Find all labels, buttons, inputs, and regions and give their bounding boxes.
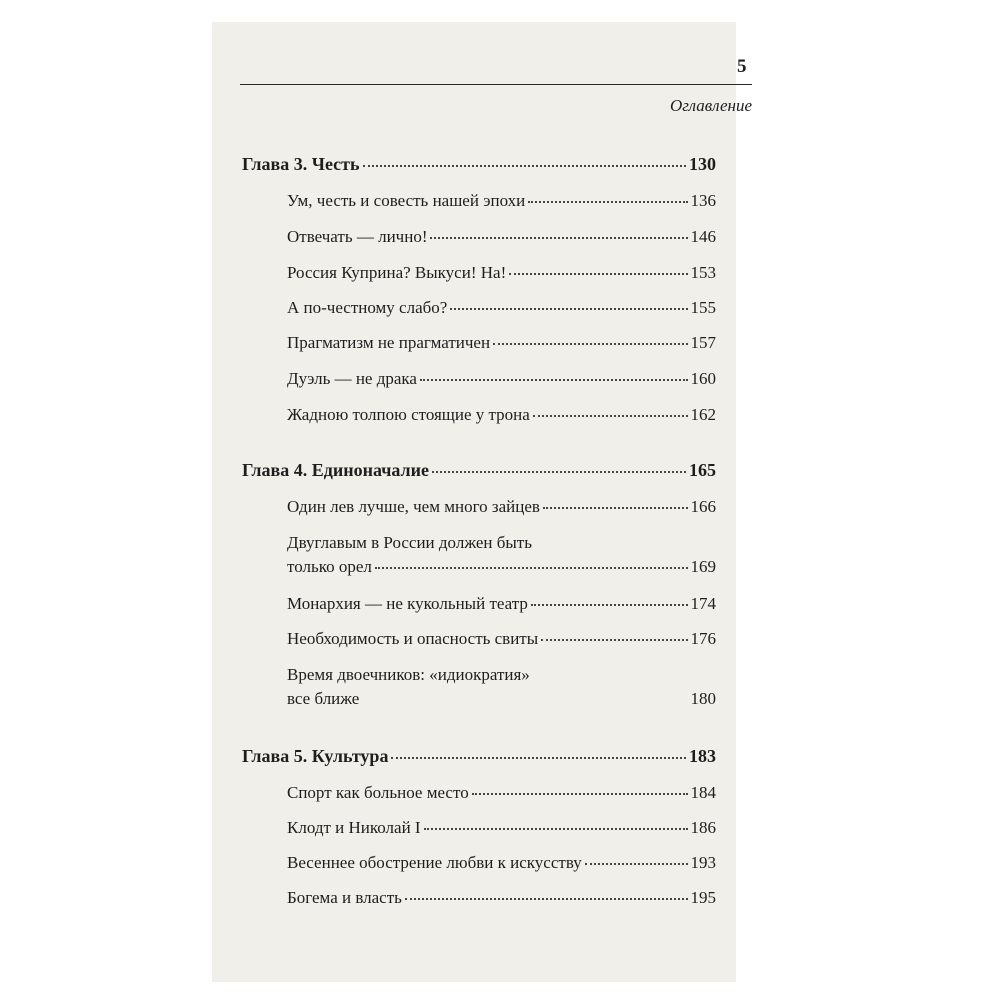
dot-leader	[375, 567, 688, 569]
toc-entry-title: Дуэль — не драка	[287, 369, 417, 388]
toc-entry-title: Ум, честь и совесть нашей эпохи	[287, 191, 526, 210]
dot-leader	[391, 757, 686, 759]
toc-section	[287, 333, 716, 353]
toc-entry-title: Жадною толпою стоящие у трона	[287, 405, 530, 424]
dot-leader	[420, 379, 688, 381]
toc-entry-page: 183	[689, 746, 716, 766]
toc-entry-title: Монархия — не кукольный театр	[287, 594, 528, 613]
dot-leader	[493, 343, 687, 345]
toc-entry-page: 169	[690, 557, 716, 576]
toc-entry-page: 195	[690, 888, 716, 907]
toc-entry-page: 157	[690, 333, 716, 352]
toc-section	[287, 369, 716, 389]
toc-section	[287, 853, 716, 873]
toc-entry-page: 146	[690, 227, 716, 246]
toc-entry-page: 165	[689, 460, 716, 480]
dot-leader	[432, 471, 686, 473]
toc-entry-title: Один лев лучше, чем много зайцев	[287, 497, 540, 516]
toc-entry-title: Необходимость и опасность свиты	[287, 629, 539, 648]
toc-section	[287, 263, 716, 283]
toc-entry-title: Глава 4. Единоначалие	[242, 460, 430, 480]
toc-entry-page: 162	[690, 405, 716, 424]
toc-entry-page: 174	[690, 594, 716, 613]
toc-entry-page: 160	[690, 369, 716, 388]
toc-entry-page: 166	[690, 497, 716, 516]
toc-entry-page: 155	[690, 298, 716, 317]
toc-entry-title: Отвечать — лично!	[287, 227, 428, 246]
toc-section	[287, 191, 716, 211]
dot-leader	[430, 237, 687, 239]
dot-leader	[533, 415, 688, 417]
toc-entry-page: 184	[690, 783, 716, 802]
dot-leader	[424, 828, 688, 830]
running-head: Оглавление	[669, 96, 752, 115]
toc-entry-page: 186	[690, 818, 716, 837]
toc-section	[287, 405, 716, 425]
toc-entry-title: все ближе	[287, 689, 360, 708]
toc-entry-page: 153	[690, 263, 716, 282]
dot-leader	[528, 201, 687, 203]
toc-section	[287, 783, 716, 803]
toc-entry-page: 176	[690, 629, 716, 648]
dot-leader	[472, 793, 688, 795]
toc-entry-title: Весеннее обострение любви к искусству	[287, 853, 582, 872]
dot-leader	[585, 863, 688, 865]
toc-section	[287, 888, 716, 908]
toc-chapter-5	[242, 746, 716, 766]
toc-entry-page: 180	[690, 689, 716, 708]
toc-section	[287, 497, 716, 517]
toc-section	[287, 594, 716, 614]
toc-chapter-4	[242, 460, 716, 480]
toc-section	[287, 689, 716, 709]
dot-leader	[363, 165, 686, 167]
dot-leader	[541, 639, 687, 641]
toc-entry-title: Прагматизм не прагматичен	[287, 333, 491, 352]
toc-entry-title: А по-честному слабо?	[287, 298, 448, 317]
toc-section	[287, 629, 716, 649]
toc-entry-title: только орел	[287, 557, 372, 576]
dot-leader	[450, 308, 687, 310]
toc-entry-title: Глава 3. Честь	[242, 154, 360, 174]
toc-section	[287, 298, 716, 318]
toc-section	[287, 227, 716, 247]
toc-entry-title: Глава 5. Культура	[242, 746, 389, 766]
dot-leader	[543, 507, 688, 509]
dot-leader	[509, 273, 687, 275]
toc-entry-title-line1: Время двоечников: «идиократия»	[287, 665, 530, 684]
toc-entry-page: 136	[690, 191, 716, 210]
toc-entry-title-line1: Двуглавым в России должен быть	[287, 533, 532, 552]
dot-leader	[405, 898, 688, 900]
toc-entry-title: Спорт как больное место	[287, 783, 469, 802]
toc-section	[287, 818, 716, 838]
header-rule	[240, 84, 752, 85]
page-number: 5	[737, 56, 747, 77]
toc-entry-page: 193	[690, 853, 716, 872]
toc-section	[287, 557, 716, 577]
toc-chapter-3	[242, 154, 716, 174]
toc-entry-page: 130	[689, 154, 716, 174]
toc-entry-title: Клодт и Николай I	[287, 818, 421, 837]
dot-leader	[531, 604, 688, 606]
toc-entry-title: Богема и власть	[287, 888, 402, 907]
toc-entry-title: Россия Куприна? Выкуси! На!	[287, 263, 507, 282]
